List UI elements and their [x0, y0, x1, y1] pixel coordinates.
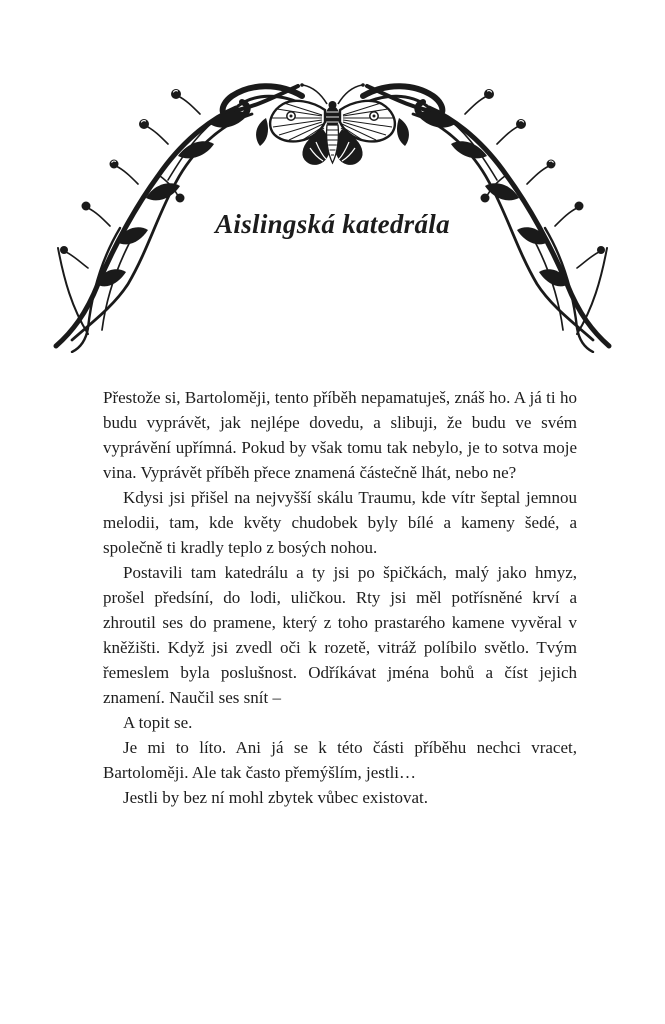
moth-icon	[270, 83, 395, 164]
paragraph: Kdysi jsi přišel na nejvyšší skálu Traumu, kde vítr šeptal jemnou melodii, tam, kde květy chudobek byly bílé a kameny šedé, a společně ti kradly teplo z bosých nohou.	[103, 488, 577, 557]
paragraph: Postavili tam katedrálu a ty jsi po špičkách, malý jako hmyz, prošel předsíní, do lodi, uličkou. Rty jsi měl potřísněné krví a zhroutil ses do pramene, který z toho prastarého kamene vyvěral v kněžišti. Když jsi zvedl oči k rozetě, vitráž políbilo světlo. Tvým řemeslem byla poslušnost. Odříkávat jména bohů a číst jejich znamení. Naučil ses snít –	[103, 563, 577, 707]
chapter-title: Aislingská katedrála	[215, 209, 450, 239]
body-text	[103, 385, 577, 810]
paragraph: Je mi to líto. Ani já se k této části příběhu nechci vracet, Bartoloměji. Ale tak často přemýšlím, jestli…	[103, 738, 577, 782]
paragraph: A topit se.	[123, 713, 193, 732]
paragraph: Přestože si, Bartoloměji, tento příběh nepamatuješ, znáš ho. A já ti ho budu vyprávět, jak nejlépe dovedu, a slibuji, že budu ve svém vyprávění upřímná. Pokud by však tomu tak nebylo, je to sotva moje vina. Vyprávět příběh přece znamená částečně lhát, nebo ne?	[103, 388, 577, 482]
paragraph: Jestli by bez ní mohl zbytek vůbec existovat.	[123, 788, 428, 807]
